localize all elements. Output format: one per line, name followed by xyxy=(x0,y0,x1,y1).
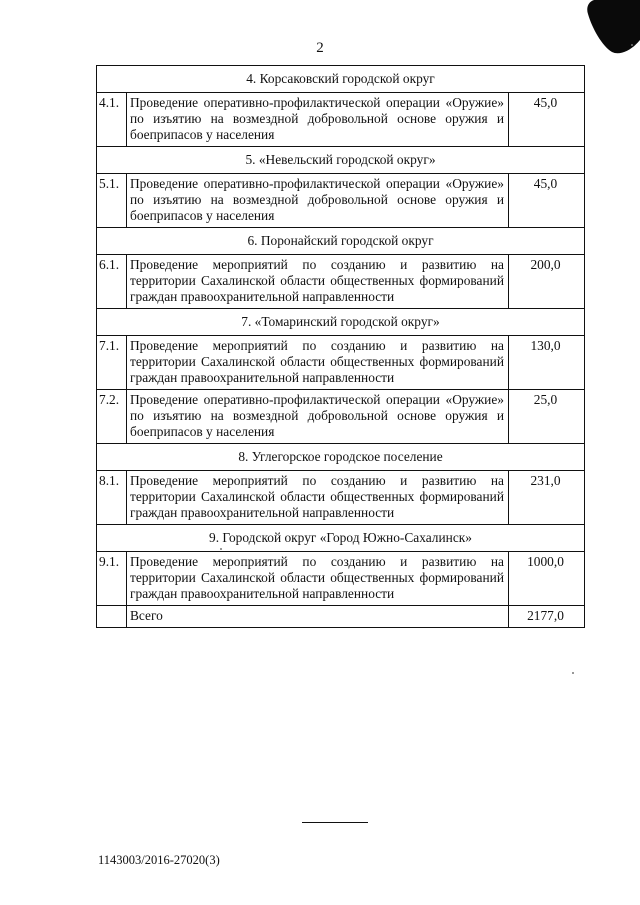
total-row xyxy=(97,606,585,628)
section-title: 7. «Томаринский городской округ» xyxy=(97,309,585,336)
item-amount: 1000,0 xyxy=(509,552,585,606)
page-number: 2 xyxy=(316,40,324,56)
table-row xyxy=(97,93,585,147)
item-number: 6.1. xyxy=(97,255,127,309)
section-title: 5. «Невельский городской округ» xyxy=(97,147,585,174)
item-amount: 25,0 xyxy=(509,390,585,444)
item-number: 7.2. xyxy=(97,390,127,444)
section-header-row xyxy=(97,66,585,93)
item-description: Проведение мероприятий по созданию и развитию на территории Сахалинской области общественных формирований граждан правоохранительной направленности xyxy=(127,552,509,606)
item-description: Проведение оперативно-профилактической операции «Оружие» по изъятию на возмездной добровольной основе оружия и боеприпасов у населения xyxy=(127,174,509,228)
table-row xyxy=(97,336,585,390)
item-amount: 231,0 xyxy=(509,471,585,525)
item-amount: 130,0 xyxy=(509,336,585,390)
item-number: 9.1. xyxy=(97,552,127,606)
section-title: 4. Корсаковский городской округ xyxy=(97,66,585,93)
document-code: 1143003/2016-27020(3) xyxy=(98,853,220,867)
item-description: Проведение оперативно-профилактической операции «Оружие» по изъятию на возмездной добровольной основе оружия и боеприпасов у населения xyxy=(127,93,509,147)
item-description: Проведение мероприятий по созданию и развитию на территории Сахалинской области общественных формирований граждан правоохранительной направленности xyxy=(127,336,509,390)
section-header-row xyxy=(97,147,585,174)
item-number: 7.1. xyxy=(97,336,127,390)
total-label: Всего xyxy=(127,606,509,628)
table-row xyxy=(97,471,585,525)
total-number-cell xyxy=(97,606,127,628)
item-amount: 45,0 xyxy=(509,174,585,228)
item-description: Проведение мероприятий по созданию и развитию на территории Сахалинской области общественных формирований граждан правоохранительной направленности xyxy=(127,471,509,525)
item-number: 4.1. xyxy=(97,93,127,147)
section-title: 9. Городской округ «Город Южно-Сахалинск» xyxy=(97,525,585,552)
table-row xyxy=(97,552,585,606)
scan-speck xyxy=(572,672,574,674)
item-description: Проведение оперативно-профилактической операции «Оружие» по изъятию на возмездной добровольной основе оружия и боеприпасов у населения xyxy=(127,390,509,444)
section-header-row xyxy=(97,228,585,255)
section-header-row xyxy=(97,444,585,471)
item-description: Проведение мероприятий по созданию и развитию на территории Сахалинской области общественных формирований граждан правоохранительной направленности xyxy=(127,255,509,309)
item-number: 5.1. xyxy=(97,174,127,228)
item-number: 8.1. xyxy=(97,471,127,525)
section-header-row xyxy=(97,309,585,336)
section-title: 8. Углегорское городское поселение xyxy=(97,444,585,471)
table-row xyxy=(97,255,585,309)
footer-separator xyxy=(302,822,368,823)
section-title: 6. Поронайский городской округ xyxy=(97,228,585,255)
table-row xyxy=(97,390,585,444)
section-header-row xyxy=(97,525,585,552)
budget-table xyxy=(96,65,585,628)
item-amount: 45,0 xyxy=(509,93,585,147)
table-row xyxy=(97,174,585,228)
item-amount: 200,0 xyxy=(509,255,585,309)
total-amount: 2177,0 xyxy=(509,606,585,628)
